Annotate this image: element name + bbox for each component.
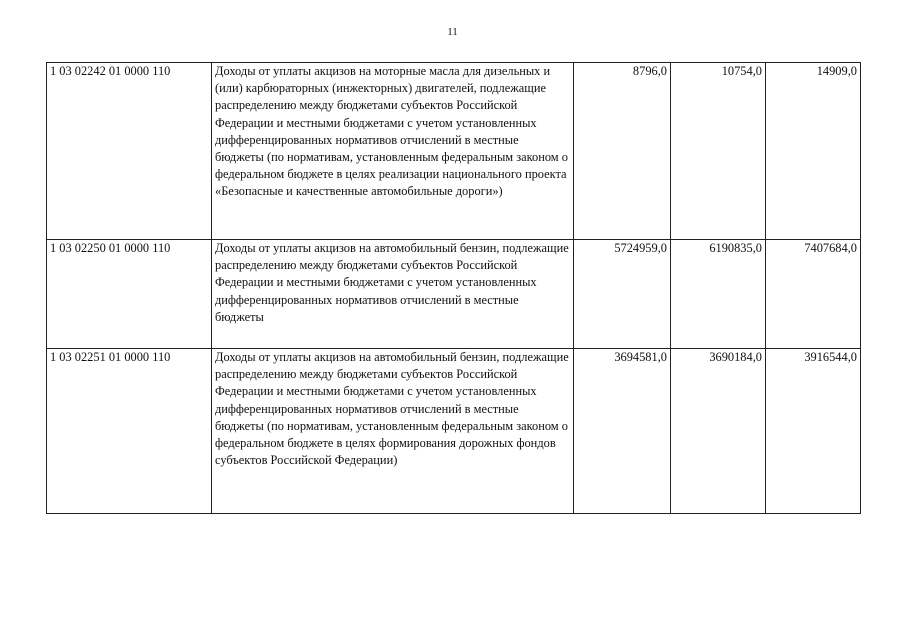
amount-cell: 5724959,0 [574, 240, 671, 349]
revenue-table [46, 62, 861, 514]
revenue-description: Доходы от уплаты акцизов на автомобильный бензин, подлежащие распределению между бюджетами субъектов Российской Федерации и местными бюджетами с учетом установленных дифференцированных нормативов отчислений в местные бюджеты [212, 240, 574, 349]
amount-cell: 3916544,0 [766, 349, 861, 514]
revenue-description: Доходы от уплаты акцизов на автомобильный бензин, подлежащие распределению между бюджетами субъектов Российской Федерации и местными бюджетами с учетом установленных дифференцированных нормативов отчислений в местные бюджеты (по нормативам, установленным федеральным законом о федеральном бюджете в целях формирования дорожных фондов субъектов Российской Федерации) [212, 349, 574, 514]
budget-classification-code: 1 03 02242 01 0000 110 [47, 63, 212, 240]
table-row [47, 349, 861, 514]
amount-cell: 6190835,0 [671, 240, 766, 349]
page-number: 11 [447, 26, 458, 38]
budget-classification-code: 1 03 02250 01 0000 110 [47, 240, 212, 349]
table-row [47, 63, 861, 240]
table-row [47, 240, 861, 349]
budget-classification-code: 1 03 02251 01 0000 110 [47, 349, 212, 514]
amount-cell: 7407684,0 [766, 240, 861, 349]
amount-cell: 14909,0 [766, 63, 861, 240]
revenue-description: Доходы от уплаты акцизов на моторные масла для дизельных и (или) карбюраторных (инжекторных) двигателей, подлежащие распределению между бюджетами субъектов Российской Федерации и местными бюджетами с учетом установленных дифференцированных нормативов отчислений в местные бюджеты (по нормативам, установленным федеральным законом о федеральном бюджете в целях реализации национального проекта «Безопасные и качественные автомобильные дороги») [212, 63, 574, 240]
amount-cell: 3694581,0 [574, 349, 671, 514]
amount-cell: 3690184,0 [671, 349, 766, 514]
amount-cell: 10754,0 [671, 63, 766, 240]
amount-cell: 8796,0 [574, 63, 671, 240]
